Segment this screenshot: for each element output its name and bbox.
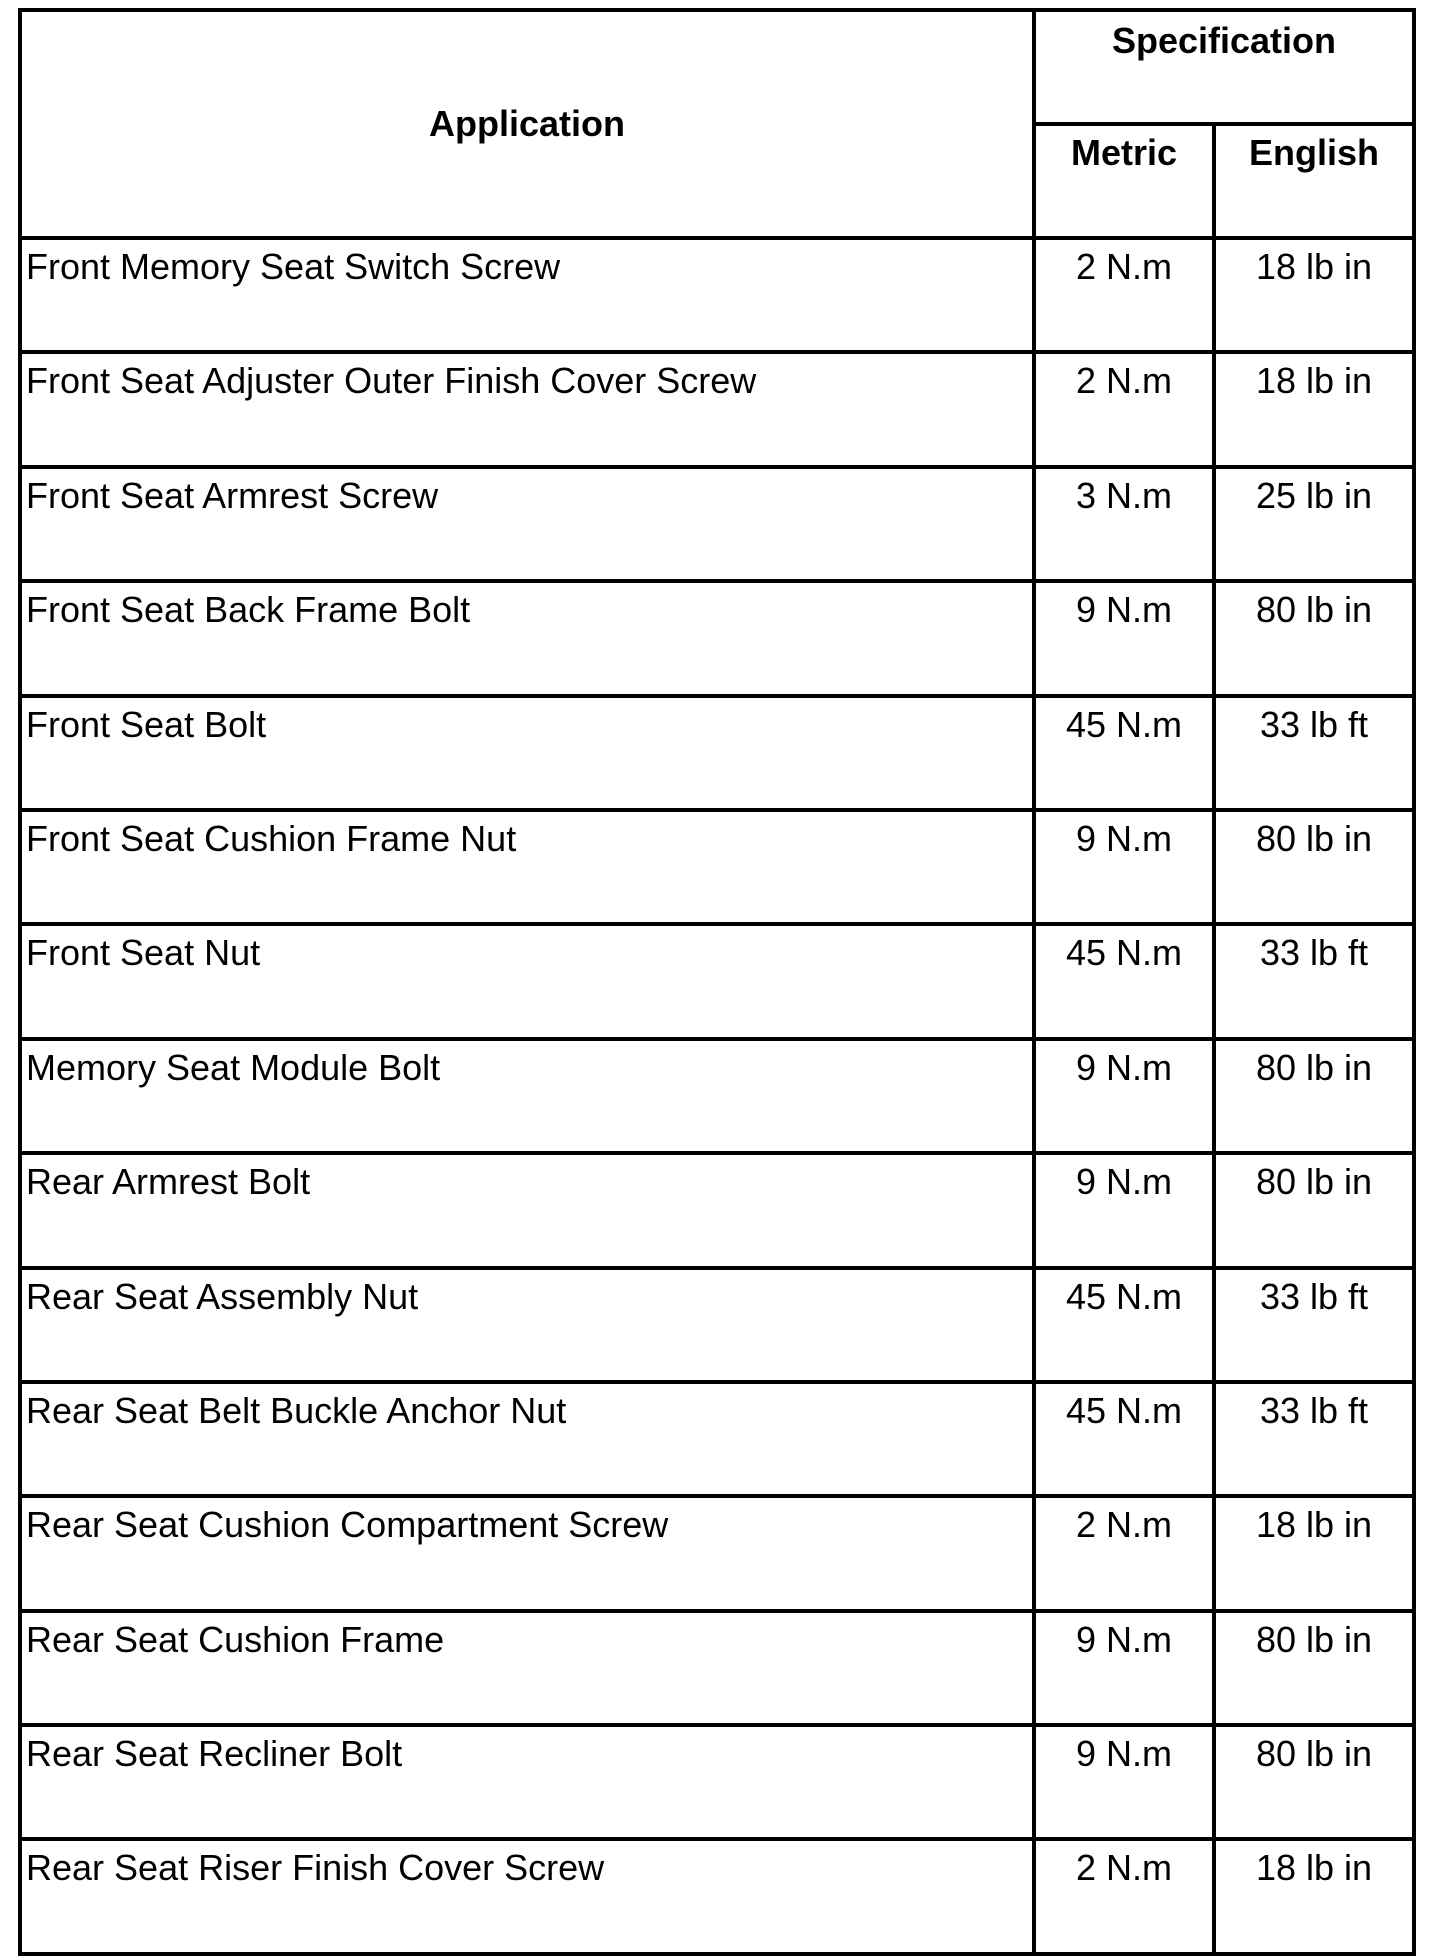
header-specification: Specification xyxy=(1034,10,1414,124)
cell-english: 80 lb in xyxy=(1214,1039,1414,1153)
cell-english: 80 lb in xyxy=(1214,1611,1414,1725)
cell-english: 18 lb in xyxy=(1214,1839,1414,1953)
cell-metric: 2 N.m xyxy=(1034,352,1214,466)
cell-metric: 9 N.m xyxy=(1034,1725,1214,1839)
cell-english: 33 lb ft xyxy=(1214,924,1414,1038)
cell-application: Front Seat Armrest Screw xyxy=(20,467,1034,581)
cell-metric: 9 N.m xyxy=(1034,1153,1214,1267)
cell-english: 18 lb in xyxy=(1214,238,1414,352)
table-row xyxy=(20,1153,1414,1267)
cell-application: Rear Seat Cushion Compartment Screw xyxy=(20,1496,1034,1610)
cell-application: Rear Seat Cushion Frame xyxy=(20,1611,1034,1725)
cell-application: Rear Seat Riser Finish Cover Screw xyxy=(20,1839,1034,1953)
table-row xyxy=(20,1725,1414,1839)
cell-english: 80 lb in xyxy=(1214,1153,1414,1267)
cell-english: 25 lb in xyxy=(1214,467,1414,581)
cell-metric: 2 N.m xyxy=(1034,1496,1214,1610)
cell-application: Rear Seat Belt Buckle Anchor Nut xyxy=(20,1382,1034,1496)
cell-english: 80 lb in xyxy=(1214,810,1414,924)
cell-english: 33 lb ft xyxy=(1214,696,1414,810)
cell-metric: 9 N.m xyxy=(1034,581,1214,695)
cell-application: Front Seat Adjuster Outer Finish Cover Screw xyxy=(20,352,1034,466)
cell-metric: 2 N.m xyxy=(1034,238,1214,352)
cell-metric: 9 N.m xyxy=(1034,810,1214,924)
cell-application: Rear Armrest Bolt xyxy=(20,1153,1034,1267)
table-row xyxy=(20,467,1414,581)
specification-table xyxy=(18,8,1416,1956)
cell-english: 18 lb in xyxy=(1214,1496,1414,1610)
cell-application: Rear Seat Assembly Nut xyxy=(20,1268,1034,1382)
table-row xyxy=(20,1496,1414,1610)
cell-english: 80 lb in xyxy=(1214,1725,1414,1839)
table-row xyxy=(20,1039,1414,1153)
cell-metric: 45 N.m xyxy=(1034,696,1214,810)
cell-application: Front Seat Cushion Frame Nut xyxy=(20,810,1034,924)
cell-application: Memory Seat Module Bolt xyxy=(20,1039,1034,1153)
cell-application: Front Seat Nut xyxy=(20,924,1034,1038)
cell-english: 80 lb in xyxy=(1214,581,1414,695)
cell-metric: 3 N.m xyxy=(1034,467,1214,581)
header-metric: Metric xyxy=(1034,124,1214,238)
table-body xyxy=(20,238,1414,1954)
cell-metric: 45 N.m xyxy=(1034,1268,1214,1382)
header-english: English xyxy=(1214,124,1414,238)
cell-metric: 45 N.m xyxy=(1034,924,1214,1038)
cell-metric: 45 N.m xyxy=(1034,1382,1214,1496)
table-row xyxy=(20,810,1414,924)
cell-metric: 2 N.m xyxy=(1034,1839,1214,1953)
cell-application: Rear Seat Recliner Bolt xyxy=(20,1725,1034,1839)
table-row xyxy=(20,352,1414,466)
header-application: Application xyxy=(20,10,1034,238)
table-row xyxy=(20,924,1414,1038)
header-row-top xyxy=(20,10,1414,124)
table-row xyxy=(20,1382,1414,1496)
table-row xyxy=(20,696,1414,810)
table-row xyxy=(20,1268,1414,1382)
cell-application: Front Memory Seat Switch Screw xyxy=(20,238,1034,352)
table-row xyxy=(20,238,1414,352)
cell-english: 18 lb in xyxy=(1214,352,1414,466)
cell-application: Front Seat Back Frame Bolt xyxy=(20,581,1034,695)
cell-english: 33 lb ft xyxy=(1214,1268,1414,1382)
table-row xyxy=(20,1611,1414,1725)
cell-application: Front Seat Bolt xyxy=(20,696,1034,810)
cell-english: 33 lb ft xyxy=(1214,1382,1414,1496)
table-row xyxy=(20,1839,1414,1953)
table-row xyxy=(20,581,1414,695)
cell-metric: 9 N.m xyxy=(1034,1611,1214,1725)
cell-metric: 9 N.m xyxy=(1034,1039,1214,1153)
